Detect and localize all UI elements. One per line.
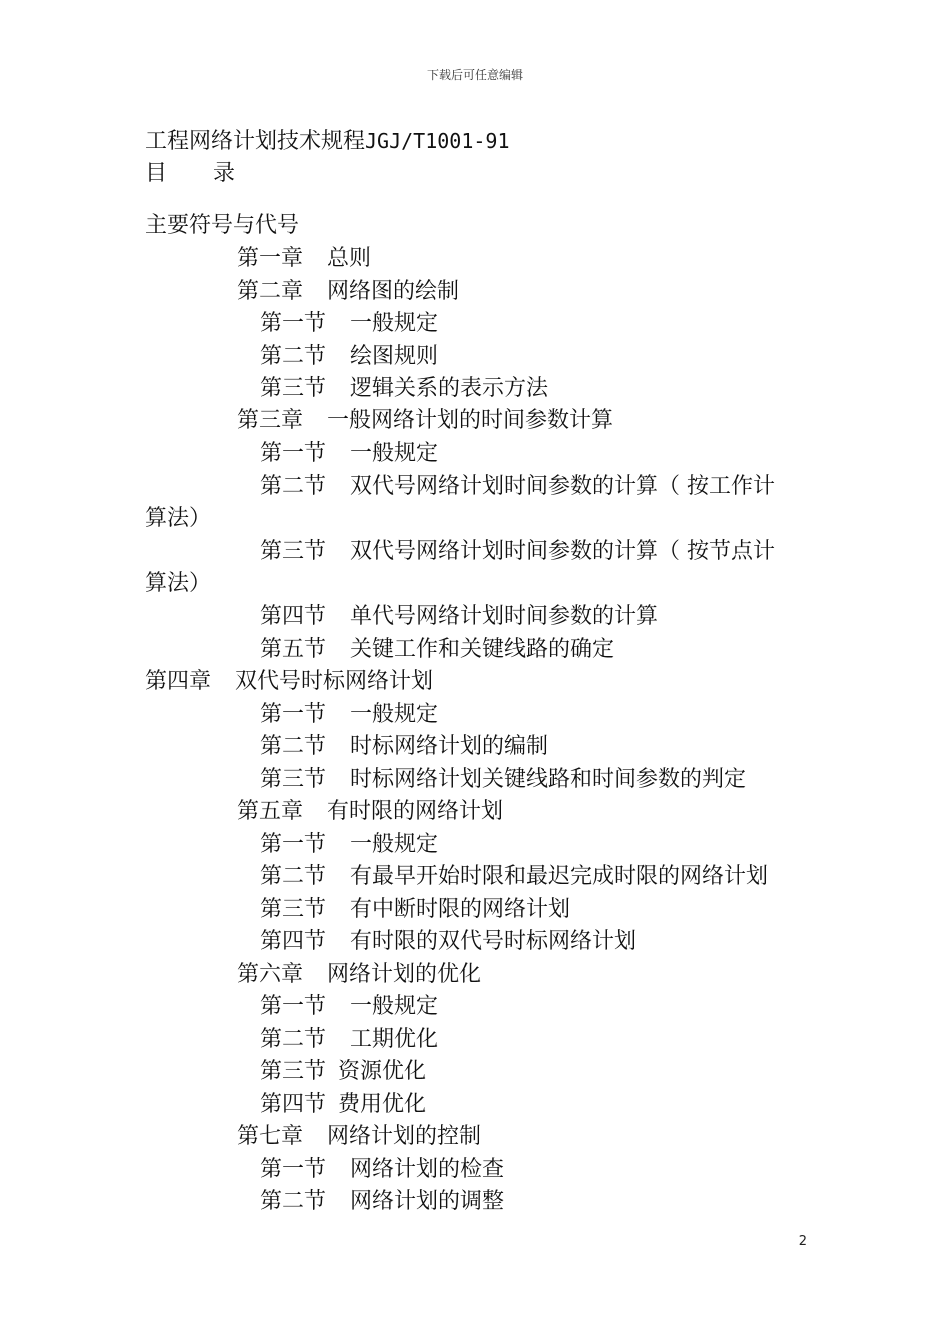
document-title	[145, 124, 510, 155]
toc-section: 第三节 逻辑关系的表示方法	[260, 376, 549, 401]
toc-section: 第一节 一般规定	[260, 441, 439, 466]
toc-section: 第二节 双代号网络计划时间参数的计算（ 按工作计	[260, 474, 776, 499]
toc-chapter: 第四章 双代号时标网络计划	[145, 669, 434, 694]
toc-section: 第五节 关键工作和关键线路的确定	[260, 637, 615, 662]
toc-chapter: 第六章 网络计划的优化	[237, 962, 482, 987]
toc-section: 第二节 工期优化	[260, 1027, 439, 1052]
toc-heading-right: 录	[213, 161, 236, 186]
toc-continuation: 算法）	[145, 506, 212, 531]
page-number: 2	[798, 1234, 807, 1249]
toc-section: 第二节 时标网络计划的编制	[260, 734, 549, 759]
toc-section: 第二节 有最早开始时限和最迟完成时限的网络计划	[260, 864, 769, 889]
toc-section: 第四节 费用优化	[260, 1092, 427, 1117]
toc-heading	[145, 156, 235, 187]
toc-heading-left: 目	[145, 161, 168, 186]
toc-section: 第四节 有时限的双代号时标网络计划	[260, 929, 637, 954]
toc-section: 第四节 单代号网络计划时间参数的计算	[260, 604, 659, 629]
toc-entry-symbols: 主要符号与代号	[145, 213, 300, 238]
toc-section: 第一节 网络计划的检查	[260, 1157, 505, 1182]
toc-chapter: 第五章 有时限的网络计划	[237, 799, 504, 824]
toc-section: 第一节 一般规定	[260, 832, 439, 857]
standard-code: JGJ/T1001-91	[365, 129, 510, 153]
toc-section: 第三节 时标网络计划关键线路和时间参数的判定	[260, 767, 747, 792]
toc-section: 第一节 一般规定	[260, 702, 439, 727]
toc-section: 第二节 绘图规则	[260, 344, 439, 369]
title-text: 工程网络计划技术规程	[145, 129, 366, 154]
toc-section: 第三节 双代号网络计划时间参数的计算（ 按节点计	[260, 539, 776, 564]
toc-section: 第三节 资源优化	[260, 1059, 427, 1084]
toc-section: 第三节 有中断时限的网络计划	[260, 897, 571, 922]
toc-chapter: 第七章 网络计划的控制	[237, 1124, 482, 1149]
toc-continuation: 算法）	[145, 571, 212, 596]
page-header: 下载后可任意编辑	[426, 68, 523, 82]
toc-section: 第一节 一般规定	[260, 994, 439, 1019]
toc-section: 第二节 网络计划的调整	[260, 1189, 505, 1214]
toc-chapter: 第三章 一般网络计划的时间参数计算	[237, 408, 614, 433]
toc-chapter: 第二章 网络图的绘制	[237, 279, 460, 304]
toc-section: 第一节 一般规定	[260, 311, 439, 336]
toc-chapter: 第一章 总则	[237, 246, 372, 271]
